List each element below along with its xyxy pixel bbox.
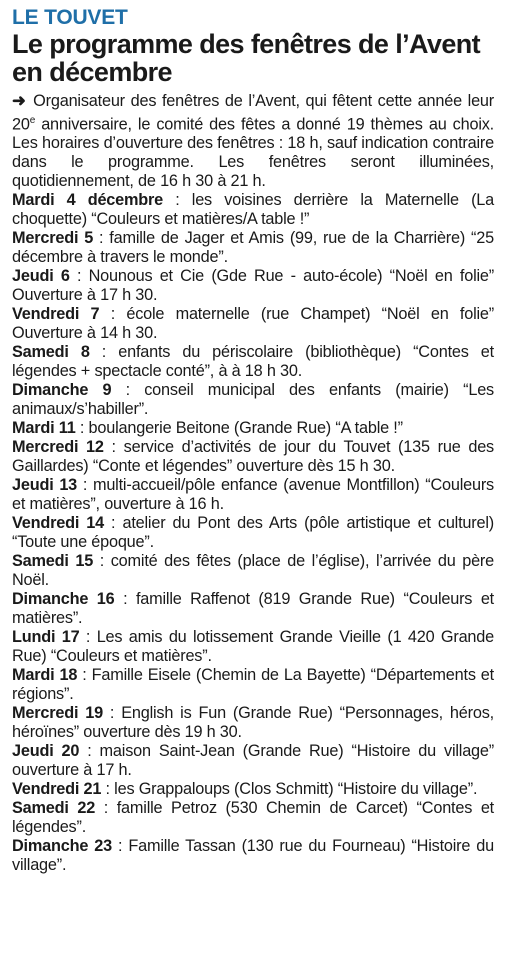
entry-date: Dimanche 23 bbox=[12, 837, 112, 856]
intro-text: Organisateur des fenêtres de l’Avent, qui fêtent cette année leur 20 bbox=[12, 92, 494, 134]
entry-date: Mercredi 12 bbox=[12, 438, 104, 457]
entry-details: : boulangerie Beitone (Grande Rue) “A table !” bbox=[75, 419, 403, 438]
entry-date: Samedi 15 bbox=[12, 552, 94, 571]
programme-entry bbox=[12, 476, 494, 514]
entry-date: Dimanche 9 bbox=[12, 381, 112, 400]
programme-entry bbox=[12, 552, 494, 590]
entry-date: Mardi 11 bbox=[12, 419, 76, 438]
entry-date: Mercredi 5 bbox=[12, 229, 94, 248]
entry-date: Vendredi 21 bbox=[12, 780, 102, 799]
entry-date: Jeudi 20 bbox=[12, 742, 80, 761]
entry-date: Mardi 18 bbox=[12, 666, 78, 685]
entry-date: Jeudi 6 bbox=[12, 267, 70, 286]
programme-entry bbox=[12, 229, 494, 267]
article-body bbox=[12, 92, 494, 875]
entry-details: : service d’activités de jour du Touvet (135 rue des Gaillardes) “Conte et légendes” ouverture dès 15 h 30. bbox=[12, 438, 494, 476]
intro-paragraph bbox=[12, 92, 494, 191]
entry-details: : Nounous et Cie (Gde Rue - auto-école) “Noël en folie” Ouverture à 17 h 30. bbox=[12, 267, 494, 305]
programme-entry bbox=[12, 628, 494, 666]
programme-entry bbox=[12, 438, 494, 476]
article-headline: Le programme des fenêtres de l’Avent en décembre bbox=[12, 29, 481, 87]
programme-entry bbox=[12, 267, 494, 305]
programme-entry bbox=[12, 799, 494, 837]
programme-entry bbox=[12, 419, 494, 438]
programme-entry bbox=[12, 381, 494, 419]
entry-details: : maison Saint-Jean (Grande Rue) “Histoire du village” ouverture à 17 h. bbox=[12, 742, 494, 780]
entry-date: Lundi 17 bbox=[12, 628, 80, 647]
entry-date: Vendredi 14 bbox=[12, 514, 104, 533]
entry-date: Samedi 22 bbox=[12, 799, 96, 818]
entry-details: : comité des fêtes (place de l’église), l’arrivée du père Noël. bbox=[12, 552, 495, 590]
arrow-icon: ➜ bbox=[12, 92, 26, 110]
entry-details: : Famille Eisele (Chemin de La Bayette) “Départements et régions”. bbox=[12, 666, 494, 704]
entry-details: : Famille Tassan (130 rue du Fourneau) “Histoire du village”. bbox=[12, 837, 494, 875]
entry-details: : Les amis du lotissement Grande Vieille (1 420 Grande Rue) “Couleurs et matières”. bbox=[12, 628, 494, 666]
programme-entry bbox=[12, 191, 494, 229]
programme-entry bbox=[12, 780, 494, 799]
entry-details: : atelier du Pont des Arts (pôle artistique et culturel) “Toute une époque”. bbox=[12, 514, 494, 552]
entry-details: : famille Raffenot (819 Grande Rue) “Couleurs et matières”. bbox=[12, 590, 494, 628]
entry-details: : les Grappaloups (Clos Schmitt) “Histoire du village”. bbox=[101, 780, 478, 799]
entry-date: Dimanche 16 bbox=[12, 590, 115, 609]
entry-details: : famille de Jager et Amis (99, rue de la Charrière) “25 décembre à travers le monde”. bbox=[12, 229, 494, 267]
programme-entry bbox=[12, 590, 494, 628]
programme-entry bbox=[12, 666, 494, 704]
programme-entry bbox=[12, 837, 494, 875]
entry-details: : multi-accueil/pôle enfance (avenue Montfillon) “Couleurs et matières”, ouverture à 16 h. bbox=[12, 476, 495, 514]
entry-details: : école maternelle (rue Champet) “Noël en folie” Ouverture à 14 h 30. bbox=[12, 305, 494, 343]
programme-entry bbox=[12, 704, 494, 742]
programme-entry bbox=[12, 305, 494, 343]
entry-date: Samedi 8 bbox=[12, 343, 90, 362]
entry-details: : enfants du périscolaire (bibliothèque) “Contes et légendes + spectacle conté”, à à 18 h 30. bbox=[12, 343, 494, 381]
entry-date: Jeudi 13 bbox=[12, 476, 78, 495]
entry-date: Mercredi 19 bbox=[12, 704, 103, 723]
entry-details: : famille Petroz (530 Chemin de Carcet) “Contes et légendes”. bbox=[12, 799, 494, 837]
entry-date: Mardi 4 décembre bbox=[12, 191, 164, 210]
programme-entry bbox=[12, 343, 494, 381]
programme-list bbox=[12, 191, 494, 875]
intro-text-continued: anniversaire, le comité des fêtes a donné 19 thèmes au choix. Les horaires d’ouverture des fenêtres : 18 h, sauf indication contraire dans le programme. Les fenêtres seront illuminées, quotidiennement, de 16 h 30 à 21 h. bbox=[12, 115, 494, 191]
entry-date: Vendredi 7 bbox=[12, 305, 100, 324]
programme-entry bbox=[12, 742, 494, 780]
ordinal-suffix: e bbox=[29, 115, 36, 126]
programme-entry bbox=[12, 514, 494, 552]
town-kicker: LE TOUVET bbox=[12, 6, 128, 29]
entry-details: : conseil municipal des enfants (mairie) “Les animaux/s’habiller”. bbox=[12, 381, 494, 419]
entry-details: : English is Fun (Grande Rue) “Personnages, héros, héroïnes” ouverture dès 19 h 30. bbox=[12, 704, 494, 742]
entry-details: : les voisines derrière la Maternelle (La choquette) “Couleurs et matières/A table !” bbox=[12, 191, 494, 229]
